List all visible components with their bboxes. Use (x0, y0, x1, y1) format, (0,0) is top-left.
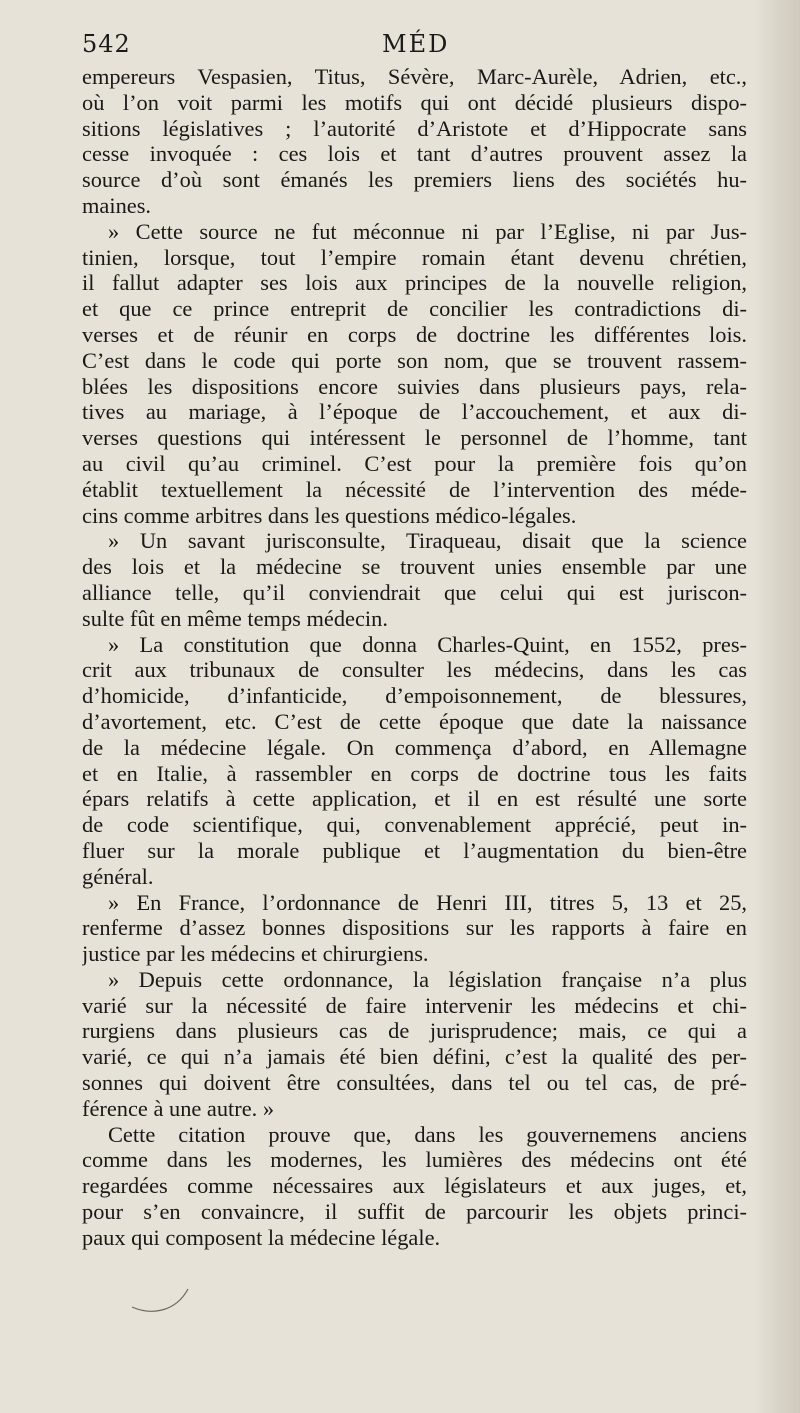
text-line: d’avortement, etc. C’est de cette époque que date la naissance (82, 708, 747, 734)
text-line: empereurs Vespasien, Titus, Sévère, Marc-Aurèle, Adrien, etc., (82, 64, 747, 89)
text-line: varié, ce qui n’a jamais été bien défini, c’est la qualité des per- (82, 1044, 747, 1070)
text-line: » Un savant jurisconsulte, Tiraqueau, disait que la science (108, 528, 747, 554)
text-line: sitions législatives ; l’autorité d’Aristote et d’Hippocrate sans (82, 115, 747, 141)
text-line: C’est dans le code qui porte son nom, que se trouvent rassem- (82, 347, 747, 373)
text-line: férence à une autre. » (82, 1095, 275, 1121)
text-line: cesse invoquée : ces lois et tant d’autres prouvent assez la (82, 141, 747, 167)
text-line: de code scientifique, qui, convenablement apprécié, peut in- (82, 812, 747, 838)
text-line: rurgiens dans plusieurs cas de jurisprudence; mais, ce qui a (82, 1018, 747, 1044)
text-line: tives au mariage, à l’époque de l’accouchement, et aux di- (82, 399, 747, 425)
text-line: justice par les médecins et chirurgiens. (82, 941, 429, 967)
text-line: tinien, lorsque, tout l’empire romain étant devenu chrétien, (82, 244, 747, 270)
text-line: et que ce prince entreprit de concilier les contradictions di- (82, 296, 747, 322)
text-line: verses et de réunir en corps de doctrine les différentes lois. (82, 321, 747, 347)
text-line: » En France, l’ordonnance de Henri III, titres 5, 13 et 25, (108, 889, 747, 915)
text-line: et en Italie, à rassembler en corps de doctrine tous les faits (82, 760, 747, 786)
text-line: » La constitution que donna Charles-Quint, en 1552, pres- (108, 631, 747, 657)
text-line: » Cette source ne fut méconnue ni par l’Eglise, ni par Jus- (108, 218, 747, 244)
page-header (82, 30, 742, 66)
text-line: établit textuellement la nécessité de l’intervention des méde- (82, 476, 747, 502)
ink-mark-decoration (130, 1285, 200, 1315)
text-line: il fallut adapter ses lois aux principes de la nouvelle religion, (82, 270, 747, 296)
text-line: source d’où sont émanés les premiers liens des sociétés hu- (82, 167, 747, 193)
text-line: au civil qu’au criminel. C’est pour la première fois qu’on (82, 450, 747, 476)
text-line: sonnes qui doivent être consultées, dans tel ou tel cas, de pré- (82, 1070, 747, 1096)
text-line: pour s’en convaincre, il suffit de parcourir les objets princi- (82, 1199, 747, 1225)
text-line: où l’on voit parmi les motifs qui ont décidé plusieurs dispo- (82, 89, 747, 115)
text-line: regardées comme nécessaires aux législateurs et aux juges, et, (82, 1173, 747, 1199)
text-line: épars relatifs à cette application, et il en est résulté une sorte (82, 786, 747, 812)
running-head: MÉD (382, 30, 450, 58)
text-line: fluer sur la morale publique et l’augmentation du bien-être (82, 837, 747, 863)
text-line: varié sur la nécessité de faire intervenir les médecins et chi- (82, 992, 747, 1018)
text-line: renferme d’assez bonnes dispositions sur les rapports à faire en (82, 915, 747, 941)
page-number: 542 (82, 30, 131, 58)
text-line: alliance telle, qu’il conviendrait que celui qui est juriscon- (82, 579, 747, 605)
text-line: maines. (82, 192, 152, 218)
text-line: paux qui composent la médecine légale. (82, 1224, 441, 1250)
text-line: cins comme arbitres dans les questions médico-légales. (82, 502, 577, 528)
text-line: général. (82, 863, 154, 889)
page-edge-shadow (754, 0, 800, 1413)
body-text (82, 64, 747, 1251)
text-line: crit aux tribunaux de consulter les médecins, dans les cas (82, 657, 747, 683)
text-line: sulte fût en même temps médecin. (82, 605, 388, 631)
text-line: des lois et la médecine se trouvent unies ensemble par une (82, 554, 747, 580)
text-line: blées les dispositions encore suivies dans plusieurs pays, rela- (82, 373, 747, 399)
text-line: d’homicide, d’infanticide, d’empoisonnement, de blessures, (82, 683, 747, 709)
text-line: verses questions qui intéressent le personnel de l’homme, tant (82, 425, 747, 451)
text-line: » Depuis cette ordonnance, la législation française n’a plus (108, 966, 747, 992)
text-line: comme dans les modernes, les lumières des médecins ont été (82, 1147, 747, 1173)
text-line: de la médecine légale. On commença d’abord, en Allemagne (82, 734, 747, 760)
text-line: Cette citation prouve que, dans les gouvernemens anciens (108, 1121, 747, 1147)
